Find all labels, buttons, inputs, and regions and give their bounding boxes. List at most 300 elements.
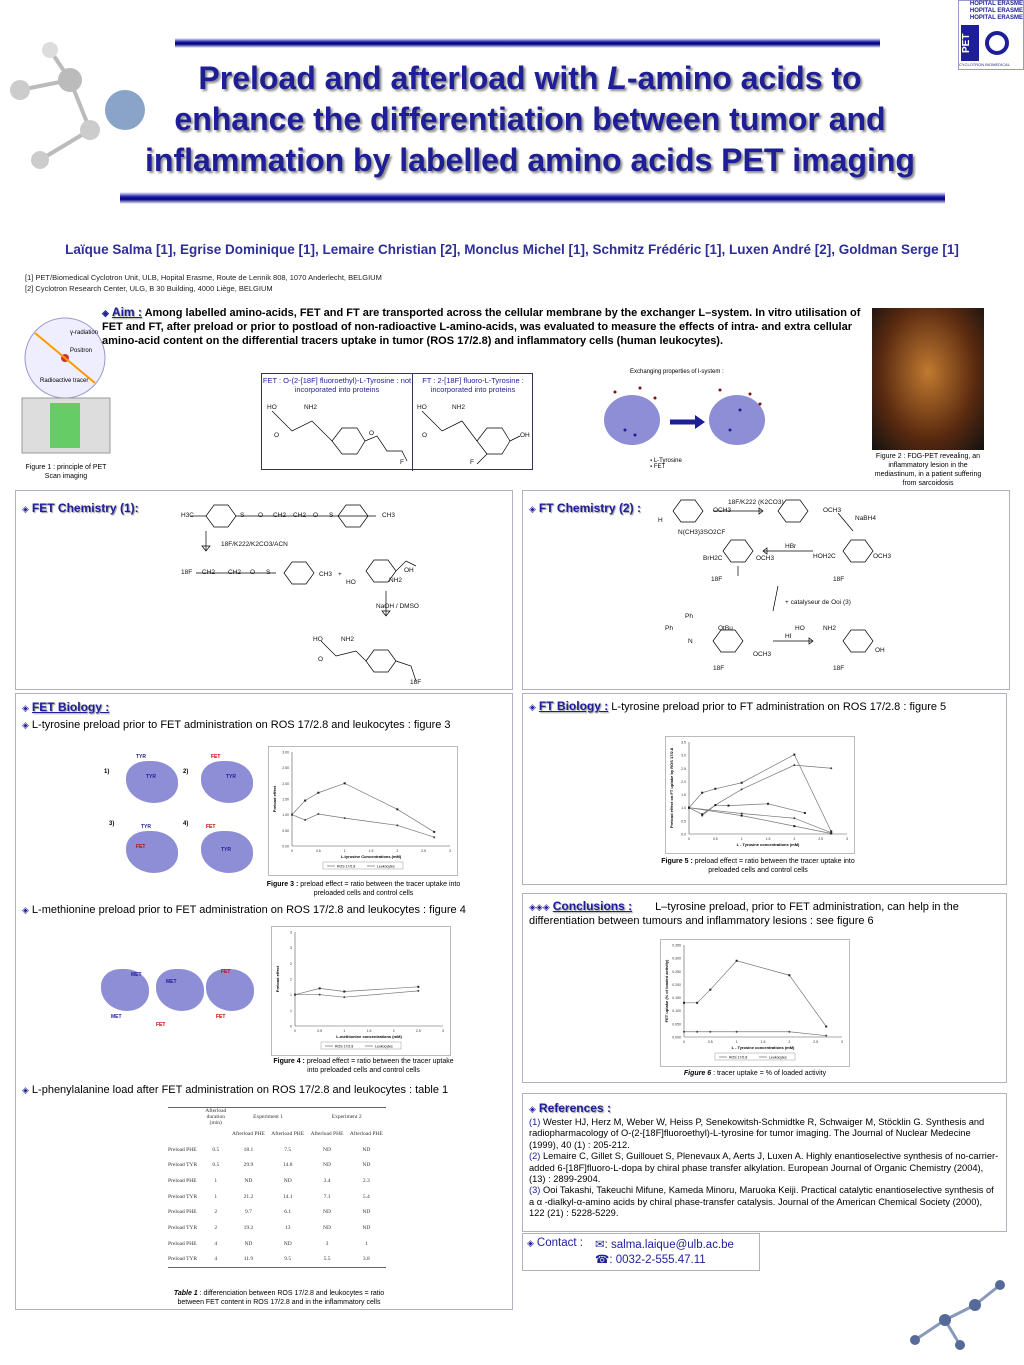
table-cell: 4: [203, 1252, 229, 1268]
y-tick-label: 2.0: [681, 779, 686, 784]
chem-label: 18F: [410, 679, 422, 686]
chem-label: BrH2C: [703, 555, 723, 562]
aim-paragraph: ◈ Aim : Among labelled amino-acids, FET and FT are transported across the cellular membrane by the exchanger L–system. In vitro utilisation of FET and FT, after preload or prior to postload of non-radioactive L-amino-acids, was evaluated to measure the effects of intra- and extra cellular amino-acid content on the differential tracers uptake in tumor (ROS 17/2.8) and inflammatory cells (human leukocytes).: [102, 305, 861, 347]
y-tick-label: 3.5: [681, 740, 686, 745]
table-cell: ND: [362, 1162, 371, 1169]
legend-entry: ROS 17/2.8: [335, 1044, 354, 1049]
y-tick-label: 0.350: [672, 943, 681, 948]
y-tick-label: 0.050: [672, 1022, 681, 1027]
data-point: [741, 782, 743, 784]
x-axis-label: L - Tyrosine concentrations (mM): [731, 1045, 795, 1050]
y-tick-label: 0.100: [672, 1009, 681, 1014]
contact-panel: ◈ Contact : ✉: salma.laique@ulb.ac.be ☎: 0032-2-555.47.11: [522, 1233, 760, 1271]
chem-label: S: [266, 569, 271, 576]
o-label: O: [369, 430, 375, 437]
fet-box-title: FET : O-(2-[18F] fluoroethyl)-L-Tyrosine : not incorporated into proteins: [262, 376, 412, 394]
y-tick-label: 1: [290, 993, 292, 998]
data-point: [709, 1031, 711, 1033]
table-cell: ND: [244, 1240, 253, 1247]
ho-label: HO: [267, 404, 277, 411]
reagent-label: + catalyseur de Ooi (3): [785, 599, 851, 606]
figure-1-caption: Figure 1 : principle of PET Scan imaging: [25, 464, 107, 480]
chem-label: H3C: [181, 512, 195, 519]
chem-label: CH3: [382, 512, 396, 519]
table-cell: 1: [364, 1240, 368, 1247]
pet-logo-text: PET: [961, 25, 979, 61]
data-point: [793, 764, 795, 766]
x-axis-label: L-tyrosine Concentrations (mM): [340, 854, 402, 859]
table-cell: Preload TYR: [168, 1193, 198, 1200]
chem-label: Ph: [685, 613, 693, 620]
x-tick-label: 0: [683, 1040, 685, 1044]
conclusions-heading: Conclusions :: [552, 899, 633, 913]
x-axis-label: L - Tyrosine concentrations (mM): [736, 842, 800, 847]
data-point: [788, 974, 790, 976]
table-row: [168, 1220, 386, 1236]
logo-text: HOPITAL ERASME HOPITAL ERASME HOPITAL ERASME: [969, 1, 1023, 21]
reference-list: [529, 1117, 999, 1220]
table-cell: 21.2: [243, 1193, 254, 1200]
data-point: [825, 1025, 827, 1027]
data-point: [701, 792, 703, 794]
chem-label: O: [250, 569, 256, 576]
chem-label: 18F: [181, 569, 193, 576]
table-row: [168, 1252, 386, 1268]
data-point: [417, 990, 419, 992]
y-axis-label: Preload effect: [272, 785, 277, 813]
legend-entry: Leukocytes: [375, 1044, 393, 1049]
data-point: [317, 792, 319, 794]
chem-label: OCH3: [713, 507, 732, 514]
data-point: [688, 807, 690, 809]
reference-item: (1) Wester HJ, Herz M, Weber W, Heiss P, Senekowitsh-Schmidtke R, Schwaiger M, Stöcklin G. Synthesis and radiopharmacology of O-(2-[18F]fluoroethyl)-L-tyrosine for tumor imaging. The Journal of Nuclear Medecine (1999), 40 (1) : 205-212.: [529, 1117, 985, 1150]
table-cell: Preload TYR: [168, 1162, 198, 1169]
y-tick-label: 0.150: [672, 996, 681, 1001]
data-point: [683, 1002, 685, 1004]
x-tick-label: 2.5: [813, 1040, 819, 1044]
reagent-label: NaBH4: [855, 515, 876, 522]
chem-label: CH3: [319, 571, 333, 578]
table-cell: 7.5: [284, 1146, 292, 1153]
chem-label: CH2: [202, 569, 216, 576]
chem-label: N: [688, 638, 693, 645]
data-point: [825, 1035, 827, 1037]
y-tick-label: 1.5: [681, 793, 686, 798]
chem-label: S: [240, 512, 245, 519]
x-tick-label: 1: [740, 837, 743, 841]
y-tick-label: 2.00: [282, 781, 289, 786]
data-point: [741, 812, 743, 814]
aim-heading: Aim :: [111, 305, 142, 319]
data-point: [344, 817, 346, 819]
reagent-label: NaOH / DMSO: [376, 603, 419, 610]
table-cell: Preload TYR: [168, 1252, 203, 1268]
data-point: [701, 813, 703, 815]
chem-label: O: [313, 512, 319, 519]
molecule-decoration-bottom: [905, 1270, 1015, 1360]
contact-email[interactable]: : salma.laique@ulb.ac.be: [604, 1239, 734, 1251]
table-cell: Preload TYR: [168, 1224, 198, 1231]
chem-label: HO: [795, 625, 805, 632]
chem-label: Ph: [665, 625, 673, 632]
table-cell: 5.5: [307, 1252, 346, 1268]
data-point: [319, 987, 321, 989]
table-cell: 19.2: [243, 1224, 254, 1231]
chem-label: 18F: [833, 576, 845, 583]
fet-bio-item-1: L-tyrosine preload prior to FET administration on ROS 17/2.8 and leukocytes : figure 3: [31, 719, 451, 731]
x-tick-label: 2: [788, 1040, 791, 1044]
table-cell: ND: [323, 1224, 331, 1231]
y-tick-label: 3: [290, 930, 292, 935]
figure-3-caption: preload effect = ratio between the tracer uptake into preloaded cells and control cells: [298, 881, 461, 897]
affiliation-1: [1] PET/Biomedical Cyclotron Unit, ULB, Hopital Erasme, Route de Lennik 808, 1070 Anderlecht, BELGIUM: [25, 273, 382, 282]
chem-label: OCH3: [756, 555, 775, 562]
table-cell: 7.1: [323, 1193, 331, 1200]
met-fet-cartoon: MET MET MET FET FET FET: [96, 964, 266, 1034]
x-tick-label: 3: [846, 837, 848, 841]
nh2-label: NH2: [452, 404, 466, 411]
x-tick-label: 0.5: [315, 849, 321, 853]
table-cell: 2: [214, 1224, 218, 1231]
table-cell: 13: [284, 1224, 291, 1231]
y-tick-label: 1: [290, 1008, 292, 1013]
data-point: [830, 832, 832, 834]
fet-biology-heading: FET Biology :: [31, 700, 110, 714]
y-axis-label: Preload effect: [275, 965, 280, 993]
tyr-fet-cartoon: 1) 2) 3) 4) TYR TYR FET TYR TYR FET FET TYR: [101, 749, 271, 879]
data-point: [291, 814, 293, 816]
title-bottom-bar: [120, 192, 945, 204]
chem-label: OCH3: [873, 553, 892, 560]
figure-5-caption: preload effect = ratio between the tracer uptake into preloaded cells and control cells: [692, 858, 855, 874]
table-cell: 1: [214, 1177, 218, 1184]
y-tick-label: 2: [290, 977, 292, 982]
data-point: [714, 804, 716, 806]
table-cell: 14.8: [282, 1162, 293, 1169]
table-cell: Preload PHE: [168, 1146, 197, 1153]
y-tick-label: 1.0: [681, 806, 686, 811]
phone-icon: ☎: [595, 1254, 610, 1266]
data-point: [343, 991, 345, 993]
x-tick-label: 3: [841, 1040, 843, 1044]
y-tick-label: 3.00: [282, 750, 289, 755]
table-cell: ND: [244, 1177, 253, 1184]
chem-label: NH2: [823, 625, 837, 632]
table-cell: 3.4: [323, 1177, 331, 1184]
table-cell: 2: [214, 1209, 218, 1216]
chem-label: NH2: [341, 636, 355, 643]
chem-label: HO: [346, 579, 356, 586]
table-cell: ND: [283, 1177, 292, 1184]
y-tick-label: 3: [290, 946, 292, 951]
data-point: [304, 800, 306, 802]
fig1-label: γ-radiation: [70, 330, 99, 336]
reference-item: (3) Ooi Takashi, Takeuchi Mifune, Kameda Minoru, Maruoka Keiji. Practical catalytic enantioselective synthesis of a α -dialkyl-α-amino acids by chiral phase-transfer catalysis. Journal of the American Chemical Society (2000), 122 (21) : 5228-5229.: [529, 1185, 994, 1219]
y-tick-label: 0.000: [672, 1035, 681, 1040]
ft-chemistry-panel: ◈ FT Chemistry (2) : 18F/K222 (K2CO3) OCH3 OCH3 H N(CH3)3SO2CF NaBH4 HBr BrH2C OCH3 HOH2C OCH3 18F 18F + catalyseur de Ooi (3) Ph Ph N OtBu OCH3 HI HO NH2 OH 18F 18F: [522, 490, 1010, 690]
figure-2-caption: Figure 2 : FDG-PET revealing, an inflammatory lesion in the mediastinum, in a patient suffering from sarcoidosis: [874, 453, 982, 487]
affiliation-2: [2] Cyclotron Research Center, ULG, B 30 Building, 4000 Liège, BELGIUM: [25, 284, 273, 293]
legend-entry: Leukocytes: [769, 1055, 787, 1060]
reagent-label: HI: [785, 633, 792, 640]
chem-label: +: [338, 571, 342, 578]
data-point: [767, 803, 769, 805]
legend-entry: ROS 17/2.8: [729, 1055, 748, 1060]
data-point: [433, 831, 435, 833]
contact-label: Contact :: [536, 1237, 583, 1249]
table-cell: 9.5: [268, 1252, 307, 1268]
figure-6-caption: : tracer uptake = % of loaded activity: [711, 1070, 827, 1077]
x-tick-label: 2.5: [415, 1029, 421, 1033]
chem-label: OH: [404, 567, 414, 574]
table-cell: Preload PHE: [168, 1240, 197, 1247]
table-cell: 6.1: [284, 1209, 292, 1216]
reagent-label: N(CH3)3SO2CF: [678, 529, 726, 536]
chem-label: O: [318, 656, 324, 663]
table-cell: 5.4: [362, 1193, 370, 1200]
fet-chemistry-heading: FET Chemistry (1):: [31, 501, 139, 515]
y-tick-label: 1.50: [282, 797, 289, 802]
title-top-bar: [175, 38, 880, 48]
exchange-legend: ▪ L-Tyrosine ▪ FET: [650, 458, 682, 470]
table-cell: ND: [323, 1146, 331, 1153]
x-tick-label: 1.5: [765, 837, 771, 841]
chem-label: OH: [875, 647, 885, 654]
fet-chemistry-panel: ◈ FET Chemistry (1): H3C S O CH2 CH2 O S CH3 18F/K222/K2CO3/ACN 18F CH2 CH2 O S CH3 + OH NH2 HO NaOH / DMSO HO NH2 O 18F: [15, 490, 513, 690]
nh2-label: NH2: [304, 404, 318, 411]
x-tick-label: 1.5: [368, 849, 374, 853]
x-tick-label: 1.5: [760, 1040, 766, 1044]
data-point: [304, 819, 306, 821]
x-tick-label: 2: [396, 849, 399, 853]
table-cell: ND: [362, 1224, 371, 1231]
contact-phone: : 0032-2-555.47.11: [609, 1254, 706, 1266]
reagent-label: 18F/K222 (K2CO3): [728, 499, 784, 506]
figure-2-fdg-pet-image: [872, 308, 984, 450]
table-cell: 3.8: [347, 1252, 386, 1268]
x-tick-label: 1: [343, 849, 346, 853]
legend-entry: ROS 17/2.8: [337, 864, 356, 869]
data-point: [696, 1002, 698, 1004]
figure-4-chart: [271, 926, 451, 1056]
x-tick-label: 1.5: [366, 1029, 372, 1033]
table-cell: 2.3: [362, 1177, 370, 1184]
ft-bio-text: L-tyrosine preload prior to FT administration on ROS 17/2.8 : figure 5: [608, 701, 947, 713]
x-tick-label: 3: [449, 849, 451, 853]
data-point: [696, 1031, 698, 1033]
figure-5-chart: [665, 736, 855, 854]
data-point: [417, 986, 419, 988]
fet-bio-item-3: L-phenylalanine load after FET administration on ROS 17/2.8 and leukocytes : table 1: [31, 1084, 449, 1096]
chem-label: H: [658, 517, 663, 524]
o-label: O: [422, 432, 428, 439]
figure-1-pet-scan: [20, 308, 112, 458]
table-row: [168, 1173, 386, 1189]
exchange-diagram: [600, 380, 770, 455]
table-cell: ND: [362, 1146, 371, 1153]
reagent-label: HBr: [785, 543, 797, 550]
data-point: [317, 813, 319, 815]
table-row: [168, 1236, 386, 1252]
y-axis-label: Preload effect on FT uptake by ROS 17/2.8: [669, 747, 674, 829]
logo-circle-icon: [985, 31, 1009, 55]
figure-4-caption: preload effect = ratio between the tracer uptake into preloaded cells and control cells: [304, 1058, 454, 1074]
reagent-label: 18F/K222/K2CO3/ACN: [221, 541, 288, 548]
table-cell: ND: [323, 1209, 331, 1216]
data-point: [736, 960, 738, 962]
ho-label: HO: [417, 404, 427, 411]
table-row: [168, 1204, 386, 1220]
table-cell: Preload PHE: [168, 1177, 197, 1184]
y-tick-label: 1.00: [282, 813, 289, 818]
oh-label: OH: [520, 432, 530, 439]
data-point: [741, 788, 743, 790]
data-point: [788, 1031, 790, 1033]
table-cell: ND: [323, 1162, 331, 1169]
table-1: Afterload duration (min) Experiment 1 Experiment 2 Afterload PHE Afterload PHE Afterload PHE Afterload PHE Preload PHE 0.5 18.1 7.5 ND ND Preload TYR 0.5 29.9 14.8 ND ND Preload PHE 1 ND ND 3.4 2.3 Preload TYR 1 21.2 14.1 7.1 5.4 Preload PHE 2 9.7 6.1 ND ND Preload TYR 2 19.2 13 ND ND Preload PHE 4 ND ND 3 1 Preload TYR 4 11.9 9.5 5.5 3.8: [168, 1107, 386, 1268]
table-cell: 3: [325, 1240, 329, 1247]
chem-label: 18F: [833, 665, 845, 672]
fet-synthesis-scheme: [16, 491, 514, 691]
data-point: [736, 1031, 738, 1033]
y-tick-label: 3.0: [681, 753, 686, 758]
fet-bio-item-2: L-methionine preload prior to FET administration on ROS 17/2.8 and leukocytes : figure 4: [31, 904, 466, 916]
legend-entry: Leukocytes: [377, 864, 395, 869]
x-tick-label: 0.5: [317, 1029, 323, 1033]
table-row: [168, 1157, 386, 1173]
data-point: [683, 1031, 685, 1033]
table-cell: 18.1: [243, 1146, 254, 1153]
tracer-structures-box: [261, 373, 533, 470]
chem-label: HO: [313, 636, 323, 643]
x-tick-label: 2.5: [818, 837, 824, 841]
x-tick-label: 0: [688, 837, 690, 841]
chem-label: CH2: [228, 569, 242, 576]
data-point: [396, 824, 398, 826]
chem-label: HOH2C: [813, 553, 836, 560]
fig1-label: Radioactive tracer: [40, 378, 89, 384]
ft-biology-heading: FT Biology :: [538, 699, 609, 713]
y-tick-label: 0.200: [672, 982, 681, 987]
y-tick-label: 0: [290, 1024, 292, 1029]
ft-biology-panel: ◈ FT Biology : L-tyrosine preload prior to FT administration on ROS 17/2.8 : figure 5 0.0 0.5 1.0 1.5 2.0 2.5 3.0 3.5 0 0.5 1 1.5 2 2.5 3 L - Tyrosine concentrations (mM) Preload effect on FT uptake by ROS 17/2.8 Figure 5 : preload effect = ratio between the tracer uptake into preloaded cells and control cells: [522, 693, 1007, 885]
x-tick-label: 2: [392, 1029, 395, 1033]
y-tick-label: 0.0: [681, 832, 686, 837]
table-cell: ND: [362, 1209, 371, 1216]
y-tick-label: 0.300: [672, 956, 681, 961]
fet-ft-structures: [262, 396, 534, 471]
y-tick-label: 0.250: [672, 969, 681, 974]
y-tick-label: 0.5: [681, 819, 686, 824]
logo-footer: CYCLOTRON BIOMEDICAL: [959, 62, 1010, 67]
x-tick-label: 2.5: [421, 849, 427, 853]
data-point: [804, 812, 806, 814]
f-label: F: [400, 459, 404, 466]
x-tick-label: 0.5: [712, 837, 718, 841]
x-tick-label: 0: [294, 1029, 296, 1033]
data-point: [433, 836, 435, 838]
data-point: [793, 817, 795, 819]
exchange-title: Exchanging properties of l-system :: [630, 369, 724, 375]
data-point: [343, 996, 345, 998]
o-label: O: [274, 432, 280, 439]
table-cell: 11.9: [229, 1252, 268, 1268]
x-tick-label: 0.5: [707, 1040, 713, 1044]
chem-label: S: [329, 512, 334, 519]
x-tick-label: 0: [291, 849, 293, 853]
fig1-label: Positron: [70, 348, 93, 354]
references-heading: References :: [538, 1101, 611, 1115]
conclusions-panel: ◈◈◈ Conclusions : L–tyrosine preload, prior to FET administration, can help in the differentiation between tumours and inflammatory lesions : see figure 6 0.000 0.050 0.100 0.150 0.200 0.250 0.300 0.350 0 0.5 1 1.5 2 2.5 3 L - Tyrosine concentrations (mM) FET uptake (% of loaded activity) ROS 17/2.8 Leukocytes Figure 6 : tracer uptake = % of loaded activity: [522, 893, 1007, 1083]
table-cell: 0.5: [212, 1146, 220, 1153]
data-point: [319, 994, 321, 996]
y-tick-label: 0.50: [282, 828, 289, 833]
data-point: [741, 815, 743, 817]
table-row: [168, 1189, 386, 1205]
chem-label: NH2: [389, 577, 403, 584]
figure-3-chart: [268, 746, 458, 876]
f-label: F: [470, 459, 474, 466]
data-point: [728, 805, 730, 807]
chem-label: CH2: [293, 512, 307, 519]
x-tick-label: 1: [343, 1029, 346, 1033]
data-point: [793, 825, 795, 827]
y-tick-label: 2: [290, 961, 292, 966]
table-cell: 4: [214, 1240, 218, 1247]
authors: Laïque Salma [1], Egrise Dominique [1], Lemaire Christian [2], Monclus Michel [1], Schmitz Frédéric [1], Luxen André [2], Goldman Serge [1]: [65, 242, 959, 257]
data-point: [714, 788, 716, 790]
table-cell: 1: [214, 1193, 218, 1200]
chem-label: O: [258, 512, 264, 519]
chem-label: CH2: [273, 512, 287, 519]
data-point: [709, 989, 711, 991]
figure-6-chart: [660, 939, 850, 1067]
x-tick-label: 2: [793, 837, 796, 841]
x-tick-label: 3: [442, 1029, 444, 1033]
reference-item: (2) Lemaire C, Gillet S, Guillouet S, Plenevaux A, Aerts J, Luxen A. Highly enantioselective synthesis of no-carrier-added 6-[18F]fluoro-L-dopa by chiral phase transfer alkylation. European Journal of Organic Chemistry (2004), (13) : 2899-2904.: [529, 1151, 999, 1185]
references-panel: ◈ References : (1) Wester HJ, Herz M, Weber W, Heiss P, Senekowitsh-Schmidtke R, Schwaiger M, Stöcklin G. Synthesis and radiopharmacology of O-(2-[18F]fluoroethyl)-L-tyrosine for tumor imaging. The Journal of Nuclear Medecine (1999), 40 (1) : 205-212. (2) Lemaire C, Gillet S, Guillouet S, Plenevaux A, Aerts J, Luxen A. Highly enantioselective synthesis of no-carrier-added 6-[18F]fluoro-L-dopa by chiral phase transfer alkylation. European Journal of Organic Chemistry (2004), (13) : 2899-2904. (3) Ooi Takashi, Takeuchi Mifune, Kameda Minoru, Maruoka Keiji. Practical catalytic enantioselective synthesis of a α -dialkyl-α-amino acids by chiral phase-transfer catalysis. Journal of the American Chemical Society (2000), 122 (21) : 5228-5229.: [522, 1093, 1007, 1232]
y-tick-label: 2.5: [681, 766, 686, 771]
table-cell: Preload PHE: [168, 1209, 197, 1216]
fet-biology-panel: ◈ FET Biology : ◈ L-tyrosine preload prior to FET administration on ROS 17/2.8 and leukocytes : figure 3 1) 2) 3) 4) TYR TYR FET TYR TYR FET FET TYR 0.00 0.50 1.00 1.50 2.00 2.50 3.00 0 0.5 1 1.5 2 2.5 3 L-tyrosine Concentrations (mM) Preload effect ROS 17/2.8 Leukocytes Figure 3 : preload effect = ratio between the tracer uptake into preloaded cells and control cells ◈ L-methionine preload prior to FET administration on ROS 17/2.8 and leukocytes : figure 4 MET MET MET FET FET FET 0 1 1 2 2 3 3 0 0.5 1 1.5 2 2.5 3 L-methionine concentrations (mM) Preload effect ROS 17/2.8 Leukocytes Figure 4 : preload effect = ratio between the tracer uptake into preloaded cells and control cells ◈ L-phenylalanine load after FET administration on ROS 17/2.8 and leukocytes : table 1 Afterload duration (min) Experiment 1 Experiment 2 Afterload PHE Afterload PHE Afterload PHE Afterload PHE Preload PHE 0.5 18.1 7.5 ND ND Preload TYR 0.5 29.9 14.8 ND ND Preload PHE 1 ND ND 3.4 2.3 Preload TYR 1 21.2 14.1 7.1 5.4 Preload PHE 2 9.7 6.1 ND ND Preload TYR 2 19.2 13 ND ND Preload PHE 4 ND ND 3 1 Preload TYR 4 11.9 9.5 5.5 3.8 Table 1 : differenciation between ROS 17/2.8 and leukocytes = ratio between FET content in ROS 17/2.8 and in the inflammatory cells: [15, 693, 513, 1310]
y-axis-label: FET uptake (% of loaded activity): [664, 959, 669, 1023]
table-cell: 29.9: [243, 1162, 254, 1169]
data-point: [294, 994, 296, 996]
aim-text: Among labelled amino-acids, FET and FT are transported across the cellular membrane by the exchanger L–system. In vitro utilisation of FET and FT, after preload or prior to postload of non-radioactive L-amino-acids, was evaluated to measure the effects of intra- and extra cellular amino-acid content on the differential tracers uptake in tumor (ROS 17/2.8) and inflammatory cells (human leukocytes).: [102, 307, 861, 347]
envelope-icon: ✉: [595, 1239, 605, 1251]
table-1-caption: : differenciation between ROS 17/2.8 and leukocytes = ratio between FET content in ROS 17/2.8 and in the inflammatory cells: [177, 1290, 385, 1306]
table-cell: ND: [283, 1240, 292, 1247]
table-cell: 0.5: [212, 1162, 220, 1169]
ft-chemistry-heading: FT Chemistry (2) :: [538, 501, 641, 515]
chem-label: OCH3: [753, 651, 772, 658]
table-cell: 14.1: [282, 1193, 293, 1200]
data-point: [396, 808, 398, 810]
chem-label: 18F: [713, 665, 725, 672]
conclusions-text: L–tyrosine preload, prior to FET administration, can help in the differentiation between tumours and inflammatory lesions : see figure 6: [529, 901, 959, 927]
chem-label: OCH3: [823, 507, 842, 514]
data-point: [830, 767, 832, 769]
table-cell: 9.7: [244, 1209, 252, 1216]
chem-label: OtBu: [718, 625, 733, 632]
y-tick-label: 2.50: [282, 766, 289, 771]
x-tick-label: 1: [735, 1040, 738, 1044]
poster-title: Preload and afterload with L-amino acids to enhance the differentiation between tumor and inflammation by labelled amino acids PET imaging: [145, 60, 915, 178]
data-point: [344, 782, 346, 784]
y-tick-label: 0.00: [282, 844, 289, 849]
chem-label: 18F: [711, 576, 723, 583]
data-point: [793, 754, 795, 756]
